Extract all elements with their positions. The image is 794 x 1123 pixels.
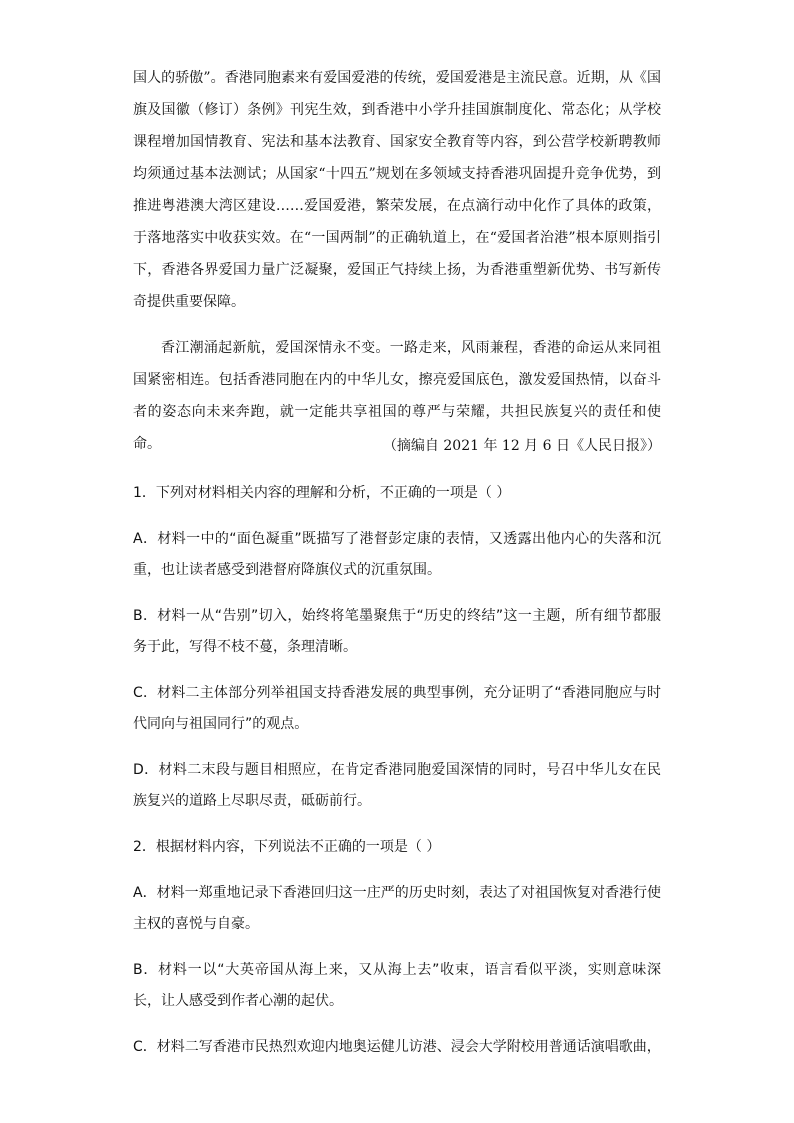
passage-paragraph-2: 香江潮涌起新航，爱国深情永不变。一路走来，风雨兼程，香港的命运从来同祖国紧密相连。包括香港同胞在内的中华儿女，擦亮爱国底色，激发爱国热情，以奋斗者的姿态向未来奔跑，就一定能共享祖国的尊严与荣耀，共担民族复兴的责任和使命。	[133, 340, 661, 452]
question-2-option-b: B．材料一以“大英帝国从海上来，又从海上去”收束，语言看似平淡，实则意味深长，让人感受到作者心潮的起伏。	[133, 962, 661, 1009]
question-1-option-d: D．材料二末段与题目相照应，在肯定香港同胞爱国深情的同时，号召中华儿女在民族复兴的道路上尽职尽责，砥砺前行。	[133, 762, 661, 809]
reading-passage	[133, 62, 661, 460]
passage-source: （摘编自 2021 年 12 月 6 日《人民日报》）	[382, 438, 661, 454]
question-1-option-b: B．材料一从“告别”切入，始终将笔墨聚焦于“历史的终结”这一主题，所有细节都服务于此，写得不枝不蔓，条理清晰。	[133, 608, 661, 655]
question-2-option-a: A．材料一郑重地记录下香港回归这一庄严的历史时刻，表达了对祖国恢复对香港行使主权的喜悦与自豪。	[133, 885, 661, 932]
question-list	[133, 478, 661, 1078]
question-1-option-a: A．材料一中的“面色凝重”既描写了港督彭定康的表情，又透露出他内心的失落和沉重，也让读者感受到港督府降旗仪式的沉重氛围。	[133, 531, 661, 578]
passage-paragraph-1: 国人的骄傲”。香港同胞素来有爱国爱港的传统，爱国爱港是主流民意。近期，从《国旗及国徽（修订）条例》刊宪生效，到香港中小学升挂国旗制度化、常态化；从学校课程增加国情教育、宪法和基本法教育、国家安全教育等内容，到公营学校新聘教师均须通过基本法测试；从国家“十四五”规划在多领域支持香港巩固提升竞争优势，到推进粤港澳大湾区建设……爱国爱港，繁荣发展，在点滴行动中化作了具体的政策，于落地落实中收获实效。在“一国两制”的正确轨道上，在“爱国者治港”根本原则指引下，香港各界爱国力量广泛凝聚，爱国正气持续上扬，为香港重塑新优势、书写新传奇提供重要保障。	[133, 70, 661, 310]
question-2-stem: 2．根据材料内容，下列说法不正确的一项是（ ）	[133, 839, 441, 855]
question-2-option-c: C．材料二写香港市民热烈欢迎内地奥运健儿访港、浸会大学附校用普通话演唱歌曲，	[133, 1039, 661, 1055]
question-1-stem: 1．下列对材料相关内容的理解和分析，不正确的一项是（ ）	[133, 485, 511, 501]
question-1-option-c: C．材料二主体部分列举祖国支持香港发展的典型事例，充分证明了“香港同胞应与时代同向与祖国同行”的观点。	[133, 685, 661, 732]
